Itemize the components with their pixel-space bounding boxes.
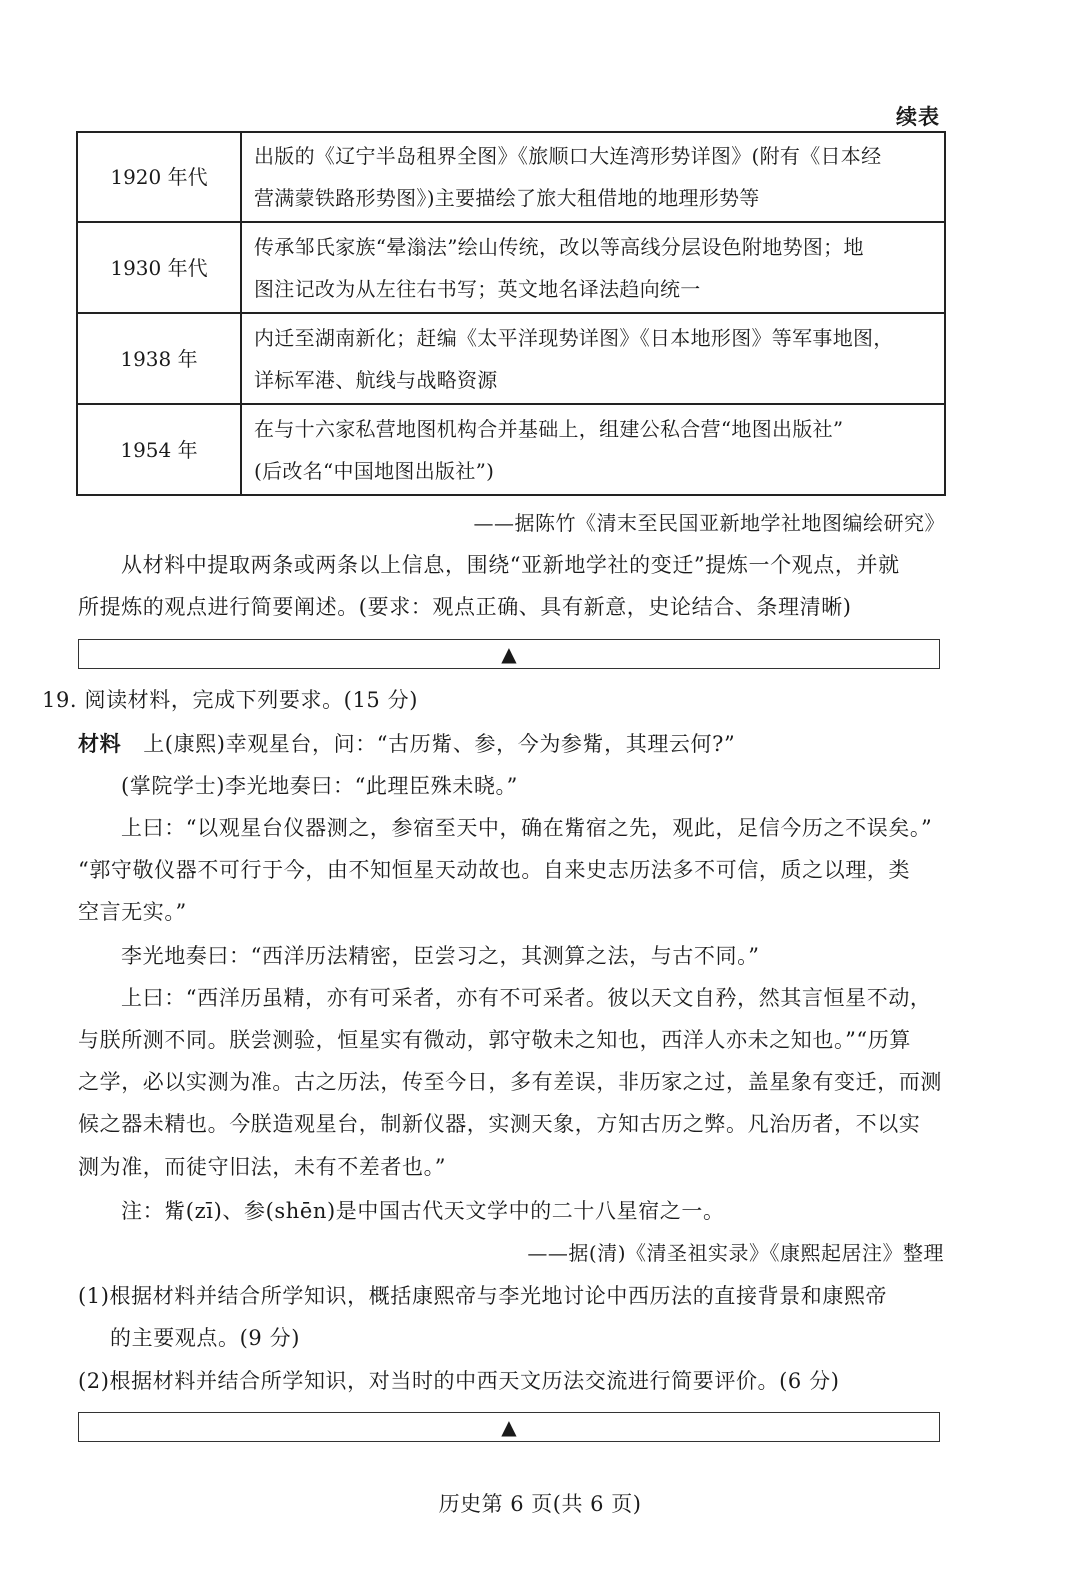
q19-title: 19. 阅读材料，完成下列要求。(15 分)	[42, 688, 419, 712]
table-desc-line: 营满蒙铁路形势图》)主要描绘了旅大租借地的地理形势等	[254, 186, 760, 210]
page-footer: 历史第 6 页(共 6 页)	[438, 1492, 642, 1516]
continued-table-label: 续表	[896, 105, 940, 129]
timeline-table	[76, 131, 946, 496]
q19-sub2-line: (2)根据材料并结合所学知识，对当时的中西天文历法交流进行简要评价。(6 分)	[78, 1369, 840, 1393]
table-year-cell: 1930 年代	[77, 222, 241, 313]
q19-answer-area[interactable]	[78, 1412, 940, 1442]
table-desc-cell	[241, 404, 945, 495]
table-desc-line: 传承邹氏家族“晕滃法”绘山传统，改以等高线分层设色附地势图；地	[254, 234, 864, 259]
material-line: 上(康熙)幸观星台，问：“古历觜、参，今为参觜，其理云何?”	[143, 732, 736, 756]
q18-answer-area[interactable]	[78, 639, 940, 669]
table-desc-cell	[241, 313, 945, 404]
table-row	[77, 404, 945, 495]
table-year-cell: 1954 年	[77, 404, 241, 495]
table-desc-line: 在与十六家私营地图机构合并基础上，组建公私合营“地图出版社”	[254, 416, 844, 441]
table-row	[77, 313, 945, 404]
material-line: 测为准，而徒守旧法，未有不差者也。”	[78, 1155, 447, 1179]
material-line: “郭守敬仪器不可行于今，由不知恒星天动故也。自来史志历法多不可信，质之以理，类	[78, 858, 911, 882]
q19-sub1-line: 的主要观点。(9 分)	[110, 1326, 301, 1350]
triangle-marker-icon: ▲	[501, 1415, 517, 1439]
material-line: 上曰：“以观星台仪器测之，参宿至天中，确在觜宿之先，观此，足信今历之不误矣。”	[121, 816, 933, 840]
material-source-citation: ——据(清)《清圣祖实录》《康熙起居注》整理	[527, 1241, 944, 1265]
table-row	[77, 222, 945, 313]
material-note: 注：觜(zī)、参(shēn)是中国古代天文学中的二十八星宿之一。	[121, 1199, 725, 1223]
table-year-cell: 1938 年	[77, 313, 241, 404]
triangle-marker-icon: ▲	[501, 642, 517, 666]
material-line: (掌院学士)李光地奏曰：“此理臣殊未晓。”	[121, 774, 518, 798]
table-year-cell: 1920 年代	[77, 132, 241, 222]
material-label: 材料	[78, 732, 122, 756]
table-desc-cell	[241, 132, 945, 222]
material-line: 候之器未精也。今朕造观星台，制新仪器，实测天象，方知古历之弊。凡治历者，不以实	[78, 1112, 921, 1136]
table-row	[77, 132, 945, 222]
q19-sub1-line: (1)根据材料并结合所学知识，概括康熙帝与李光地讨论中西历法的直接背景和康熙帝	[78, 1284, 888, 1308]
table-desc-line: (后改名“中国地图出版社”)	[254, 458, 495, 483]
q19-material-first-line	[78, 728, 735, 758]
table-desc-line: 图注记改为从左往右书写；英文地名译法趋向统一	[254, 276, 701, 301]
q18-instruction-line: 从材料中提取两条或两条以上信息，围绕“亚新地学社的变迁”提炼一个观点，并就	[121, 553, 900, 577]
material-line: 李光地奏曰：“西洋历法精密，臣尝习之，其测算之法，与古不同。”	[121, 944, 760, 968]
table-source-citation: ——据陈竹《清末至民国亚新地学社地图编绘研究》	[473, 511, 945, 535]
table-desc-line: 详标军港、航线与战略资源	[254, 367, 498, 392]
q18-instruction-line: 所提炼的观点进行简要阐述。(要求：观点正确、具有新意，史论结合、条理清晰)	[78, 595, 852, 619]
table-desc-line: 出版的《辽宁半岛租界全图》《旅顺口大连湾形势详图》(附有《日本经	[254, 144, 882, 168]
material-line: 与朕所测不同。朕尝测验，恒星实有微动，郭守敬未之知也，西洋人亦未之知也。”“历算	[78, 1028, 911, 1052]
material-line: 空言无实。”	[78, 900, 187, 924]
material-line: 之学，必以实测为准。古之历法，传至今日，多有差误，非历家之过，盖星象有变迁，而测	[78, 1070, 942, 1094]
table-desc-line: 内迁至湖南新化；赶编《太平洋现势详图》《日本地形图》等军事地图，	[254, 325, 894, 350]
table-desc-cell	[241, 222, 945, 313]
material-line: 上曰：“西洋历虽精，亦有可采者，亦有不可采者。彼以天文自矜，然其言恒星不动，	[121, 986, 932, 1010]
